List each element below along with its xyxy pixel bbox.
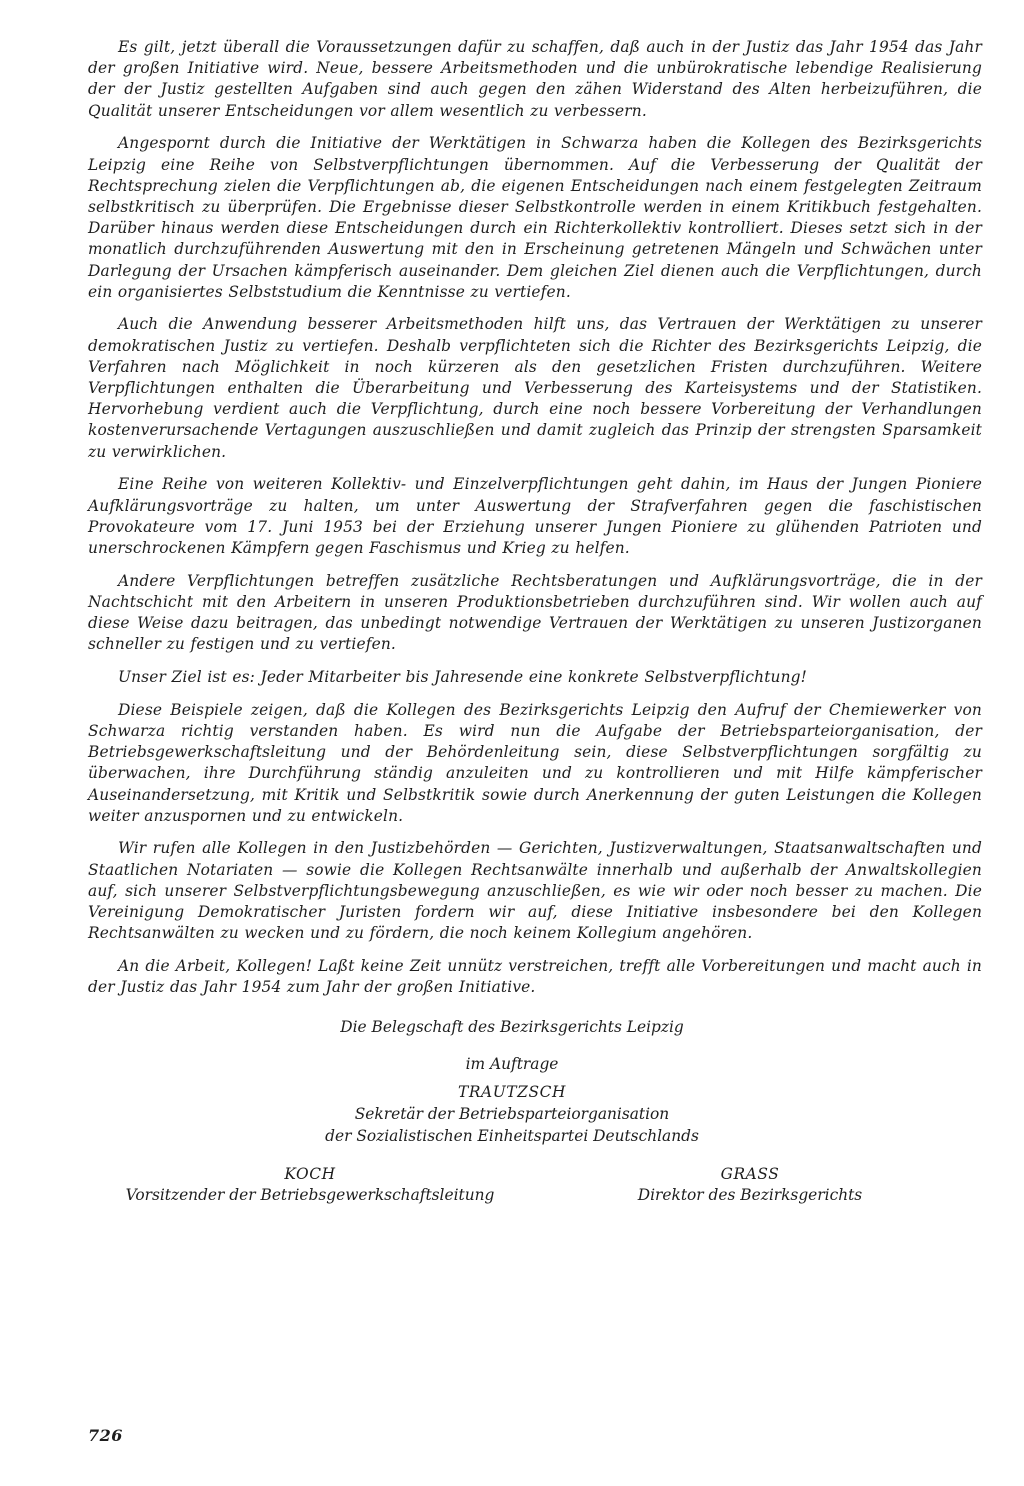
page-number: 726 xyxy=(88,1426,123,1445)
paragraph: An die Arbeit, Kollegen! Laßt keine Zeit unnütz verstreichen, trefft alle Vorbereitungen und macht auch in der Justiz das Jahr 1954 zum Jahr der großen Initiative. xyxy=(88,956,982,997)
paragraph: Angespornt durch die Initiative der Werktätigen in Schwarza haben die Kollegen des Bezirksgerichts Leipzig eine Reihe von Selbstverpflichtungen übernommen. Auf die Verbesserung der Qualität der Rechtsprechung zielen die Verpflichtungen ab, die eigenen Entscheidungen nach einem festgelegten Zeitraum selbstkritisch zu überprüfen. Die Ergebnisse dieser Selbstkontrolle werden in einem Kritikbuch festgehalten. Darüber hinaus werden diese Entscheidungen durch ein Richterkollektiv kontrolliert. Dieses setzt sich in der monatlich durchzuführenden Auswertung mit den in Erscheinung getretenen Mängeln und Schwächen unter Darlegung der Ursachen kämpferisch auseinander. Dem gleichen Ziel dienen auch die Verpflichtungen, durch ein organisiertes Selbststudium die Kenntnisse zu vertiefen. xyxy=(88,134,982,301)
signature-right-title: Direktor des Bezirksgerichts xyxy=(637,1186,863,1204)
signature-secretary-party: der Sozialistischen Einheitspartei Deutschlands xyxy=(325,1127,699,1145)
paragraph: Andere Verpflichtungen betreffen zusätzliche Rechtsberatungen und Aufklärungsvorträge, die in der Nachtschicht mit den Arbeitern in unseren Produktionsbetrieben durchzuführen sind. Wir wollen auch auf diese Weise dazu beitragen, das unbedingt notwendige Vertrauen der Werktätigen zu unseren Justizorganen schneller zu festigen und zu vertiefen. xyxy=(88,571,982,654)
signature-secretary-name: TRAUTZSCH xyxy=(457,1083,567,1101)
paragraph: Eine Reihe von weiteren Kollektiv- und Einzelverpflichtungen geht dahin, im Haus der Jungen Pioniere Aufklärungsvorträge zu halten, um unter Auswertung der Strafverfahren gegen die faschistischen Provokateure vom 17. Juni 1953 bei der Erziehung unserer Jungen Pioniere zu glühenden Patrioten und unerschrockenen Kämpfern gegen Faschismus und Krieg zu helfen. xyxy=(88,475,982,557)
signature-on-behalf: im Auftrage xyxy=(465,1055,559,1073)
article-body xyxy=(88,37,982,1010)
paragraph: Auch die Anwendung besserer Arbeitsmethoden hilft uns, das Vertrauen der Werktätigen zu unserer demokratischen Justiz zu vertiefen. Deshalb verpflichteten sich die Richter des Bezirksgerichts Leipzig, die Verfahren nach Möglichkeit in noch kürzeren als den gesetzlichen Fristen durchzuführen. Weitere Verpflichtungen enthalten die Überarbeitung und Verbesserung des Karteisystems und der Statistiken. Hervorhebung verdient auch die Verpflichtung, durch eine noch bessere Vorbereitung der Verhandlungen kostenverursachende Vertagungen auszuschließen und damit zugleich das Prinzip der strengsten Sparsamkeit zu verwirklichen. xyxy=(88,315,982,461)
signature-left-title: Vorsitzender der Betriebsgewerkschaftsleitung xyxy=(125,1186,495,1204)
paragraph: Wir rufen alle Kollegen in den Justizbehörden — Gerichten, Justizverwaltungen, Staatsanwaltschaften und Staatlichen Notariaten — sowie die Kollegen Rechtsanwälte innerhalb und außerhalb der Anwaltskollegien auf, sich unserer Selbstverpflichtungsbewegung anzuschließen, es wie wir oder noch besser zu machen. Die Vereinigung Demokratischer Juristen fordern wir auf, diese Initiative insbesondere bei den Kollegen Rechtsanwälten zu wecken und zu fördern, die noch keinem Kollegium angehören. xyxy=(88,839,982,943)
signature-right-name: GRASS xyxy=(720,1165,780,1183)
paragraph: Es gilt, jetzt überall die Voraussetzungen dafür zu schaffen, daß auch in der Justiz das Jahr 1954 das Jahr der großen Initiative wird. Neue, bessere Arbeitsmethoden und die unbürokratische lebendige Realisierung der der Justiz gestellten Aufgaben sind auch gegen den zähen Widerstand des Alten herbeizuführen, die Qualität unserer Entscheidungen vor allem wesentlich zu verbessern. xyxy=(88,38,982,120)
signature-left-name: KOCH xyxy=(284,1165,336,1183)
signature-right xyxy=(600,1164,900,1206)
signature-collective: Die Belegschaft des Bezirksgerichts Leipzig xyxy=(340,1018,684,1036)
signature-left xyxy=(100,1164,520,1206)
paragraph: Unser Ziel ist es: Jeder Mitarbeiter bis Jahresende eine konkrete Selbstverpflichtung! xyxy=(118,667,807,686)
signature-secretary-title: Sekretär der Betriebsparteiorganisation xyxy=(354,1105,670,1123)
paragraph: Diese Beispiele zeigen, daß die Kollegen des Bezirksgerichts Leipzig den Aufruf der Chemiewerker von Schwarza richtig verstanden haben. Es wird nun die Aufgabe der Betriebsparteiorganisation, der Betriebsgewerkschaftsleitung und der Behördenleitung sein, diese Selbstverpflichtungen sorgfältig zu überwachen, ihre Durchführung ständig anzuleiten und zu kontrollieren und mit Hilfe kämpferischer Auseinandersetzung, mit Kritik und Selbstkritik sowie durch Anerkennung der guten Leistungen die Kollegen weiter anzuspornen und zu entwickeln. xyxy=(88,700,982,825)
